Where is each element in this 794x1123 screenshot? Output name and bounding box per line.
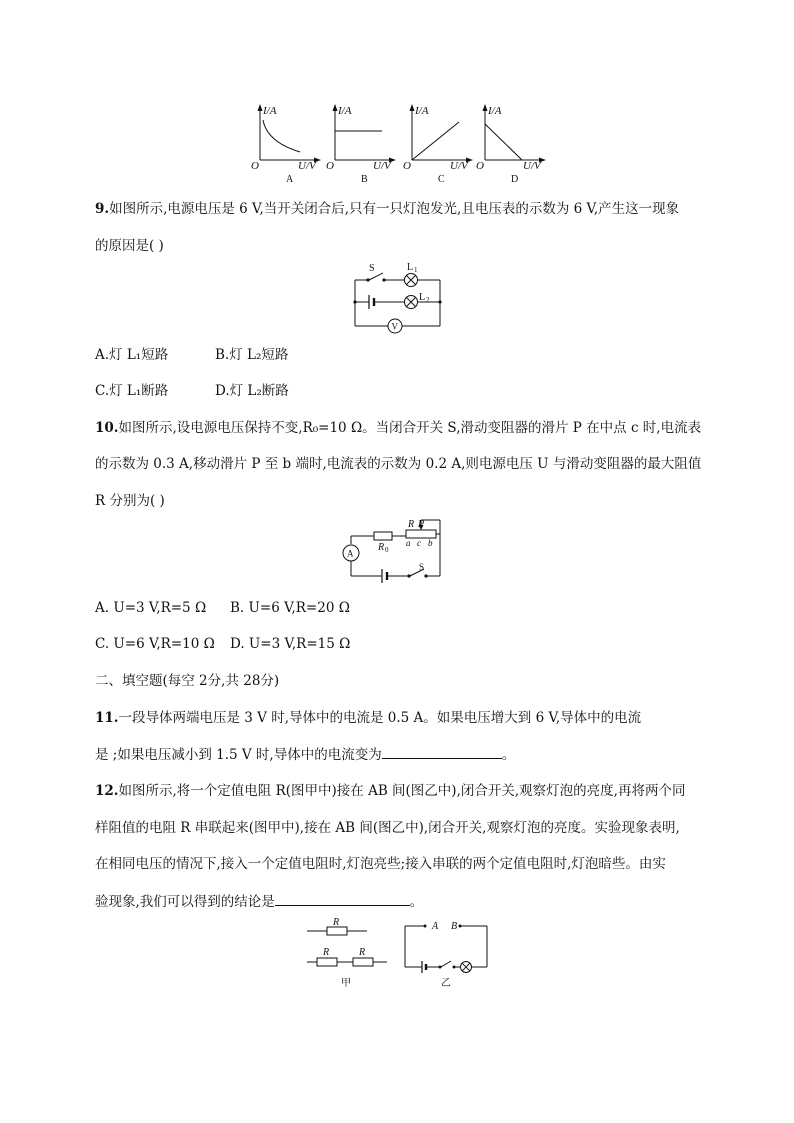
q9-text-line2: 的原因是( ) [95, 238, 164, 254]
q12-jia-r1-label: R [323, 947, 330, 958]
q12-text-line2: 样阻值的电阻 R 串联起来(图甲中),接在 AB 间(图乙中),闭合开关,观察灯泡的亮度。实验现象表明, [95, 820, 680, 836]
q10-text-line2: 的示数为 0.3 A,移动滑片 P 至 b 端时,电流表的示数为 0.2 A,则电源电压 U 与滑动变阻器的最大阻值 [95, 456, 702, 472]
q10-options-row1 [95, 598, 350, 618]
q10-option-a[interactable]: A. U=3 V,R=5 Ω [95, 600, 207, 616]
q10-p-label: P [418, 519, 425, 530]
q9-lamp1-label: L [407, 262, 414, 273]
q10-rp-label: R [408, 519, 415, 530]
q10-r0-label: R [378, 542, 385, 553]
graph-b-label: B [361, 174, 368, 185]
graph-a-label: A [286, 174, 294, 185]
graph-a [245, 100, 325, 185]
q10-options-row2 [95, 634, 350, 654]
q12-text-line4: 验现象,我们可以得到的结论是 。 [95, 891, 423, 912]
section-2-title: 二、填空题(每空 2分,共 28分) [95, 673, 280, 689]
graph-b-ylabel: I/A [338, 105, 352, 117]
graph-d-label: D [511, 174, 519, 185]
q11-text-line2: 是 ;如果电压减小到 1.5 V 时,导体中的电流变为 。 [95, 744, 515, 765]
q9-switch-label: S [369, 263, 375, 274]
q12-jia-r2-label: R [359, 947, 366, 958]
q9-option-b[interactable]: B.灯 L₂短路 [215, 347, 289, 363]
svg-text:0: 0 [385, 546, 389, 554]
q12-yi-b-label: B [451, 921, 458, 932]
q10-option-c[interactable]: C. U=6 V,R=10 Ω [95, 636, 215, 652]
q9-options-row2 [95, 381, 289, 401]
q12-label-jia: 甲 [341, 978, 351, 989]
q10-switch-label: S [419, 562, 425, 572]
q9-options-row1 [95, 345, 288, 365]
q10-text-line3: R 分别为( ) [95, 493, 165, 509]
q9-voltmeter-label: V [391, 321, 398, 332]
q10-option-d[interactable]: D. U=3 V,R=15 Ω [230, 636, 351, 652]
q11-number: 11. [95, 710, 119, 726]
graph-d-origin: O [476, 160, 484, 172]
q12-yi-a-label: A [432, 921, 439, 932]
graph-a-ylabel: I/A [263, 105, 277, 117]
graph-c-label: C [438, 174, 445, 185]
graph-c [397, 100, 477, 185]
q12-number: 12. [95, 783, 119, 799]
graph-b [320, 100, 400, 185]
q9-text-line1: 9.如图所示,电源电压是 6 V,当开关闭合后,只有一只灯泡发光,且电压表的示数为 6 V,产生这一现象 [95, 201, 680, 217]
q9-circuit-diagram [345, 258, 455, 338]
q9-number: 9. [95, 201, 110, 217]
graph-c-origin: O [403, 160, 411, 172]
graph-c-ylabel: I/A [415, 105, 429, 117]
q10-circuit-diagram [340, 514, 450, 586]
graph-c-xlabel: U/V [450, 160, 468, 172]
graph-a-xlabel: U/V [298, 160, 316, 172]
q10-c-label: c [417, 538, 421, 548]
q9-lamp2-label: L [419, 292, 426, 303]
q12-text-line3: 在相同电压的情况下,接入一个定值电阻时,灯泡亮些;接入串联的两个定值电阻时,灯泡暗些。由实 [95, 856, 666, 872]
q12-figure-jia [305, 915, 395, 990]
q12-answer-blank[interactable] [275, 891, 410, 906]
svg-text:1: 1 [414, 266, 418, 274]
q9-option-c[interactable]: C.灯 L₁断路 [95, 383, 169, 399]
graph-b-origin: O [326, 160, 334, 172]
q10-b-label: b [428, 538, 433, 548]
q11-text-line1: 11.一段导体两端电压是 3 V 时,导体中的电流是 0.5 A。如果电压增大到 6 V,导体中的电流 [95, 710, 642, 726]
q11-answer-blank[interactable] [382, 744, 502, 759]
q12-text-line1: 12.如图所示,将一个定值电阻 R(图甲中)接在 AB 间(图乙中),闭合开关,观察灯泡的亮度,再将两个同 [95, 783, 686, 799]
q10-option-b[interactable]: B. U=6 V,R=20 Ω [230, 600, 350, 616]
graph-d [470, 100, 555, 185]
svg-text:2: 2 [426, 296, 430, 304]
q10-number: 10. [95, 420, 119, 436]
q12-label-yi: 乙 [441, 978, 451, 989]
q12-jia-r-label: R [333, 917, 340, 928]
graph-a-origin: O [251, 160, 259, 172]
q9-option-d[interactable]: D.灯 L₂断路 [215, 383, 289, 399]
graph-d-ylabel: I/A [488, 105, 502, 117]
q10-text-line1: 10.如图所示,设电源电压保持不变,R₀=10 Ω。当闭合开关 S,滑动变阻器的滑片 P 在中点 c 时,电流表 [95, 420, 702, 436]
graph-d-xlabel: U/V [523, 160, 541, 172]
q10-a-label: a [406, 538, 411, 548]
q9-option-a[interactable]: A.灯 L₁短路 [95, 347, 169, 363]
graph-b-xlabel: U/V [373, 160, 391, 172]
q12-figure-yi [395, 915, 495, 990]
q10-ammeter-label: A [347, 548, 354, 559]
